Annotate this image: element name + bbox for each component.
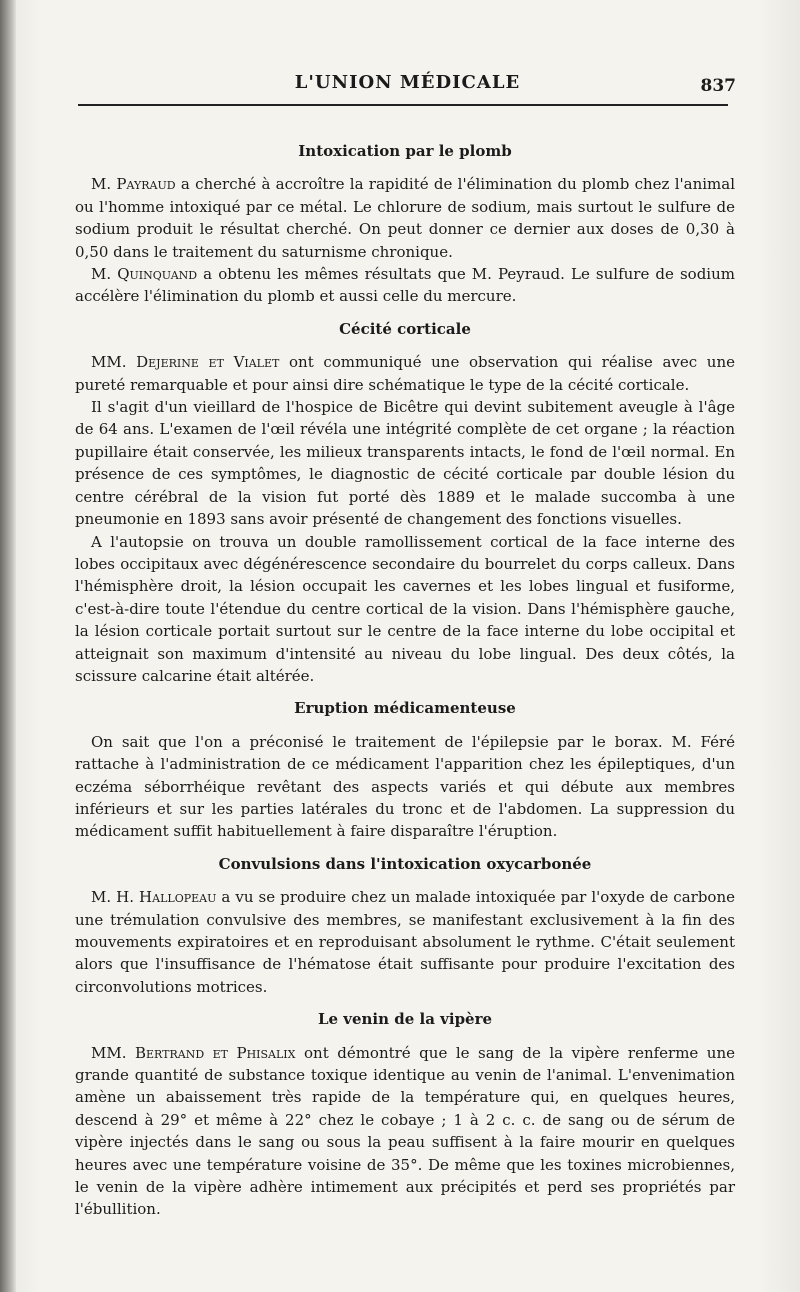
article-body [75, 140, 735, 1231]
section-title: Le venin de la vipère [317, 1010, 493, 1029]
paragraph [75, 1042, 735, 1221]
section-title: Cécité corticale [339, 319, 471, 338]
paragraph [75, 351, 735, 396]
paragraph [75, 531, 735, 688]
book-spine-shadow [0, 0, 16, 1292]
author-name: MM. Dejerine et Vialet [91, 353, 280, 372]
author-name: MM. Bertrand et Phisalix [91, 1043, 296, 1062]
author-name: M. Quinquand [91, 265, 198, 284]
paragraph-text: a obtenu les mêmes résultats que M. Peyraud. Le sulfure de sodium accélère l'élimination du plomb et aussi celle du mercure. [75, 265, 735, 306]
paragraph [75, 731, 735, 843]
paragraph-text: Il s'agit d'un vieillard de l'hospice de Bicêtre qui devint subitement aveugle à l'âge de 64 ans. L'examen de l'œil révéla une intégrité complète de cet organe ; la réaction pupillaire était conservée, les milieux transparents intacts, le fond de l'œil normal. En présence de ces symptômes, le diagnostic de cécité corticale par double lésion du centre cérébral de la vision fut porté dès 1889 et le malade succomba à une pneumonie en 1893 sans avoir présenté de changement des fonctions visuelles. [75, 398, 735, 529]
header-rule [78, 104, 728, 106]
section-title: Intoxication par le plomb [298, 142, 512, 160]
page-number: 837 [700, 76, 736, 96]
section-drug-eruption [75, 697, 735, 842]
paragraph [75, 263, 735, 308]
paragraph-text: ont communiqué une observation qui réalise avec une pureté remarquable et pour ainsi dire schématique le type de la cécité corticale. [75, 353, 735, 394]
section-co-convulsions [75, 853, 735, 998]
section-title: Convulsions dans l'intoxication oxycarbonée [218, 854, 592, 873]
paragraph-text: A l'autopsie on trouva un double ramollissement cortical de la face interne des lobes occipitaux avec dégénérescence secondaire du bourrelet du corps calleux. Dans l'hémisphère droit, la lésion occupait les cavernes et les lobes lingual et fusiforme, c'est-à-dire toute l'étendue du centre cortical de la vision. Dans l'hémisphère gauche, la lésion corticale portait surtout sur le centre de la face interne du lobe occipital et atteignait son maximum d'intensité au niveau du lobe lingual. Des deux côtés, la scissure calcarine était altérée. [75, 532, 735, 685]
paragraph [75, 173, 735, 263]
paragraph-text: a vu se produire chez un malade intoxiquée par l'oxyde de carbone une trémulation convulsive des membres, se manifestant exclusivement à la fin des mouvements expiratoires et en reproduisant absolument le rythme. C'était seulement alors que l'insuffisance de l'hématose était suffisante pour produire l'excitation des circonvolutions motrices. [75, 888, 735, 996]
paragraph [75, 396, 735, 530]
author-name: M. H. Hallopeau [91, 888, 217, 907]
paragraph-text: On sait que l'on a préconisé le traitement de l'épilepsie par le borax. M. Féré rattache à l'administration de ce médicament l'apparition chez les épileptiques, d'un eczéma séborrhéique revêtant des aspects variés et qui débute aux membres inférieurs et sur les parties latérales du tronc et de l'abdomen. La suppression du médicament suffit habituellement à faire disparaître l'éruption. [75, 732, 735, 841]
paragraph-text: a cherché à accroître la rapidité de l'élimination du plomb chez l'animal ou l'homme intoxiqué par ce métal. Le chlorure de sodium, mais surtout le sulfure de sodium produit le résultat cherché. On peut donner ce dernier aux doses de 0,30 à 0,50 dans le traitement du saturnisme chronique. [75, 175, 735, 261]
page-header [75, 72, 740, 102]
section-lead-poisoning [75, 140, 735, 308]
section-cortical-blindness [75, 318, 735, 688]
author-name: M. Payraud [91, 175, 176, 194]
section-viper-venom [75, 1008, 735, 1221]
paragraph-text: ont démontré que le sang de la vipère renferme une grande quantité de substance toxique identique au venin de l'animal. L'envenimation amène un abaissement très rapide de la température qui, en quelques heures, descend à 29° et même à 22° chez le cobaye ; 1 à 2 c. c. de sang ou de sérum de vipère injectés dans le sang ou sous la peau suffisent à la faire mourir en quelques heures avec une température voisine de 35°. De même que les toxines microbiennes, le venin de la vipère adhère intimement aux précipités et perd ses propriétés par l'ébullition. [75, 1043, 736, 1219]
running-title: L'UNION MÉDICALE [294, 72, 521, 93]
paragraph [75, 886, 735, 998]
section-title: Eruption médicamenteuse [294, 699, 516, 718]
